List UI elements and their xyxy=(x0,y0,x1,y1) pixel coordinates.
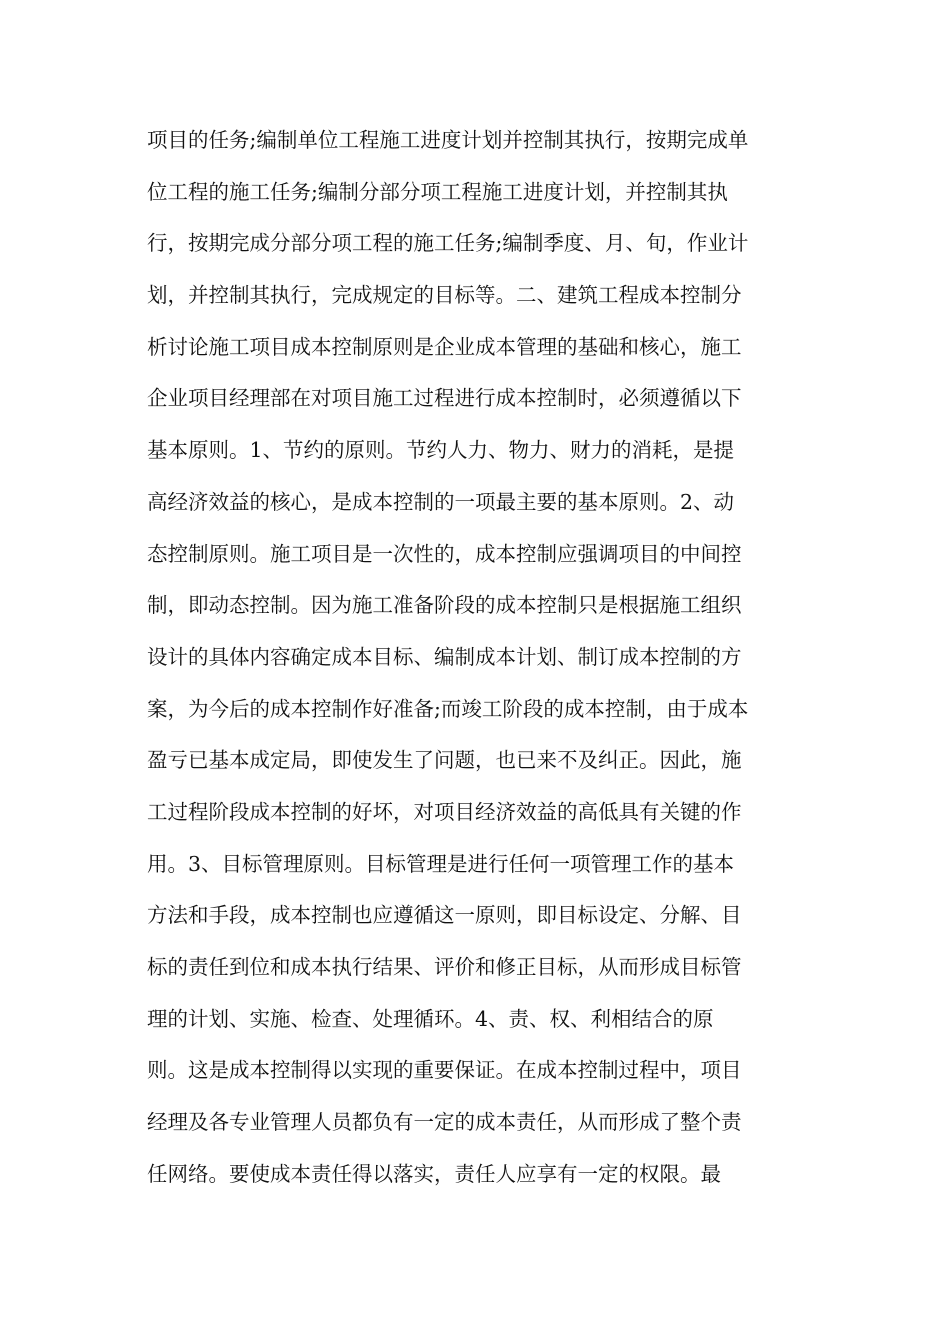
body-text xyxy=(147,115,807,1200)
text-line: 划，并控制其执行，完成规定的目标等。二、建筑工程成本控制分 xyxy=(147,283,742,308)
text-line: 任网络。要使成本责任得以落实，责任人应享有一定的权限。最 xyxy=(147,1161,721,1186)
text-line: 盈亏已基本成定局，即使发生了问题，也已来不及纠正。因此，施 xyxy=(147,748,742,773)
text-line: 经理及各专业管理人员都负有一定的成本责任，从而形成了整个责 xyxy=(147,1110,742,1135)
text-line: 用。3、目标管理原则。目标管理是进行任何一项管理工作的基本 xyxy=(147,851,735,876)
text-line: 方法和手段，成本控制也应遵循这一原则，即目标设定、分解、目 xyxy=(147,903,742,928)
text-line: 项目的任务;编制单位工程施工进度计划并控制其执行，按期完成单 xyxy=(147,128,749,152)
text-line: 则。这是成本控制得以实现的重要保证。在成本控制过程中，项目 xyxy=(147,1058,742,1083)
text-line: 高经济效益的核心，是成本控制的一项最主要的基本原则。2、动 xyxy=(147,489,735,514)
text-line: 位工程的施工任务;编制分部分项工程施工进度计划，并控制其执 xyxy=(147,179,728,204)
text-line: 企业项目经理部在对项目施工过程进行成本控制时，必须遵循以下 xyxy=(147,386,742,411)
text-line: 析讨论施工项目成本控制原则是企业成本管理的基础和核心，施工 xyxy=(147,334,742,359)
text-line: 工过程阶段成本控制的好坏，对项目经济效益的高低具有关键的作 xyxy=(147,799,742,824)
text-line: 基本原则。1、节约的原则。节约人力、物力、财力的消耗，是提 xyxy=(147,438,735,463)
text-line: 态控制原则。施工项目是一次性的，成本控制应强调项目的中间控 xyxy=(147,541,742,566)
text-line: 案，为今后的成本控制作好准备;而竣工阶段的成本控制，由于成本 xyxy=(147,696,749,721)
text-line: 行，按期完成分部分项工程的施工任务;编制季度、月、旬，作业计 xyxy=(147,231,749,256)
text-line: 理的计划、实施、检查、处理循环。4、责、权、利相结合的原 xyxy=(147,1006,714,1031)
text-line: 制，即动态控制。因为施工准备阶段的成本控制只是根据施工组织 xyxy=(147,593,742,618)
text-line: 标的责任到位和成本执行结果、评价和修正目标，从而形成目标管 xyxy=(147,955,742,979)
text-line: 设计的具体内容确定成本目标、编制成本计划、制订成本控制的方 xyxy=(147,644,742,669)
